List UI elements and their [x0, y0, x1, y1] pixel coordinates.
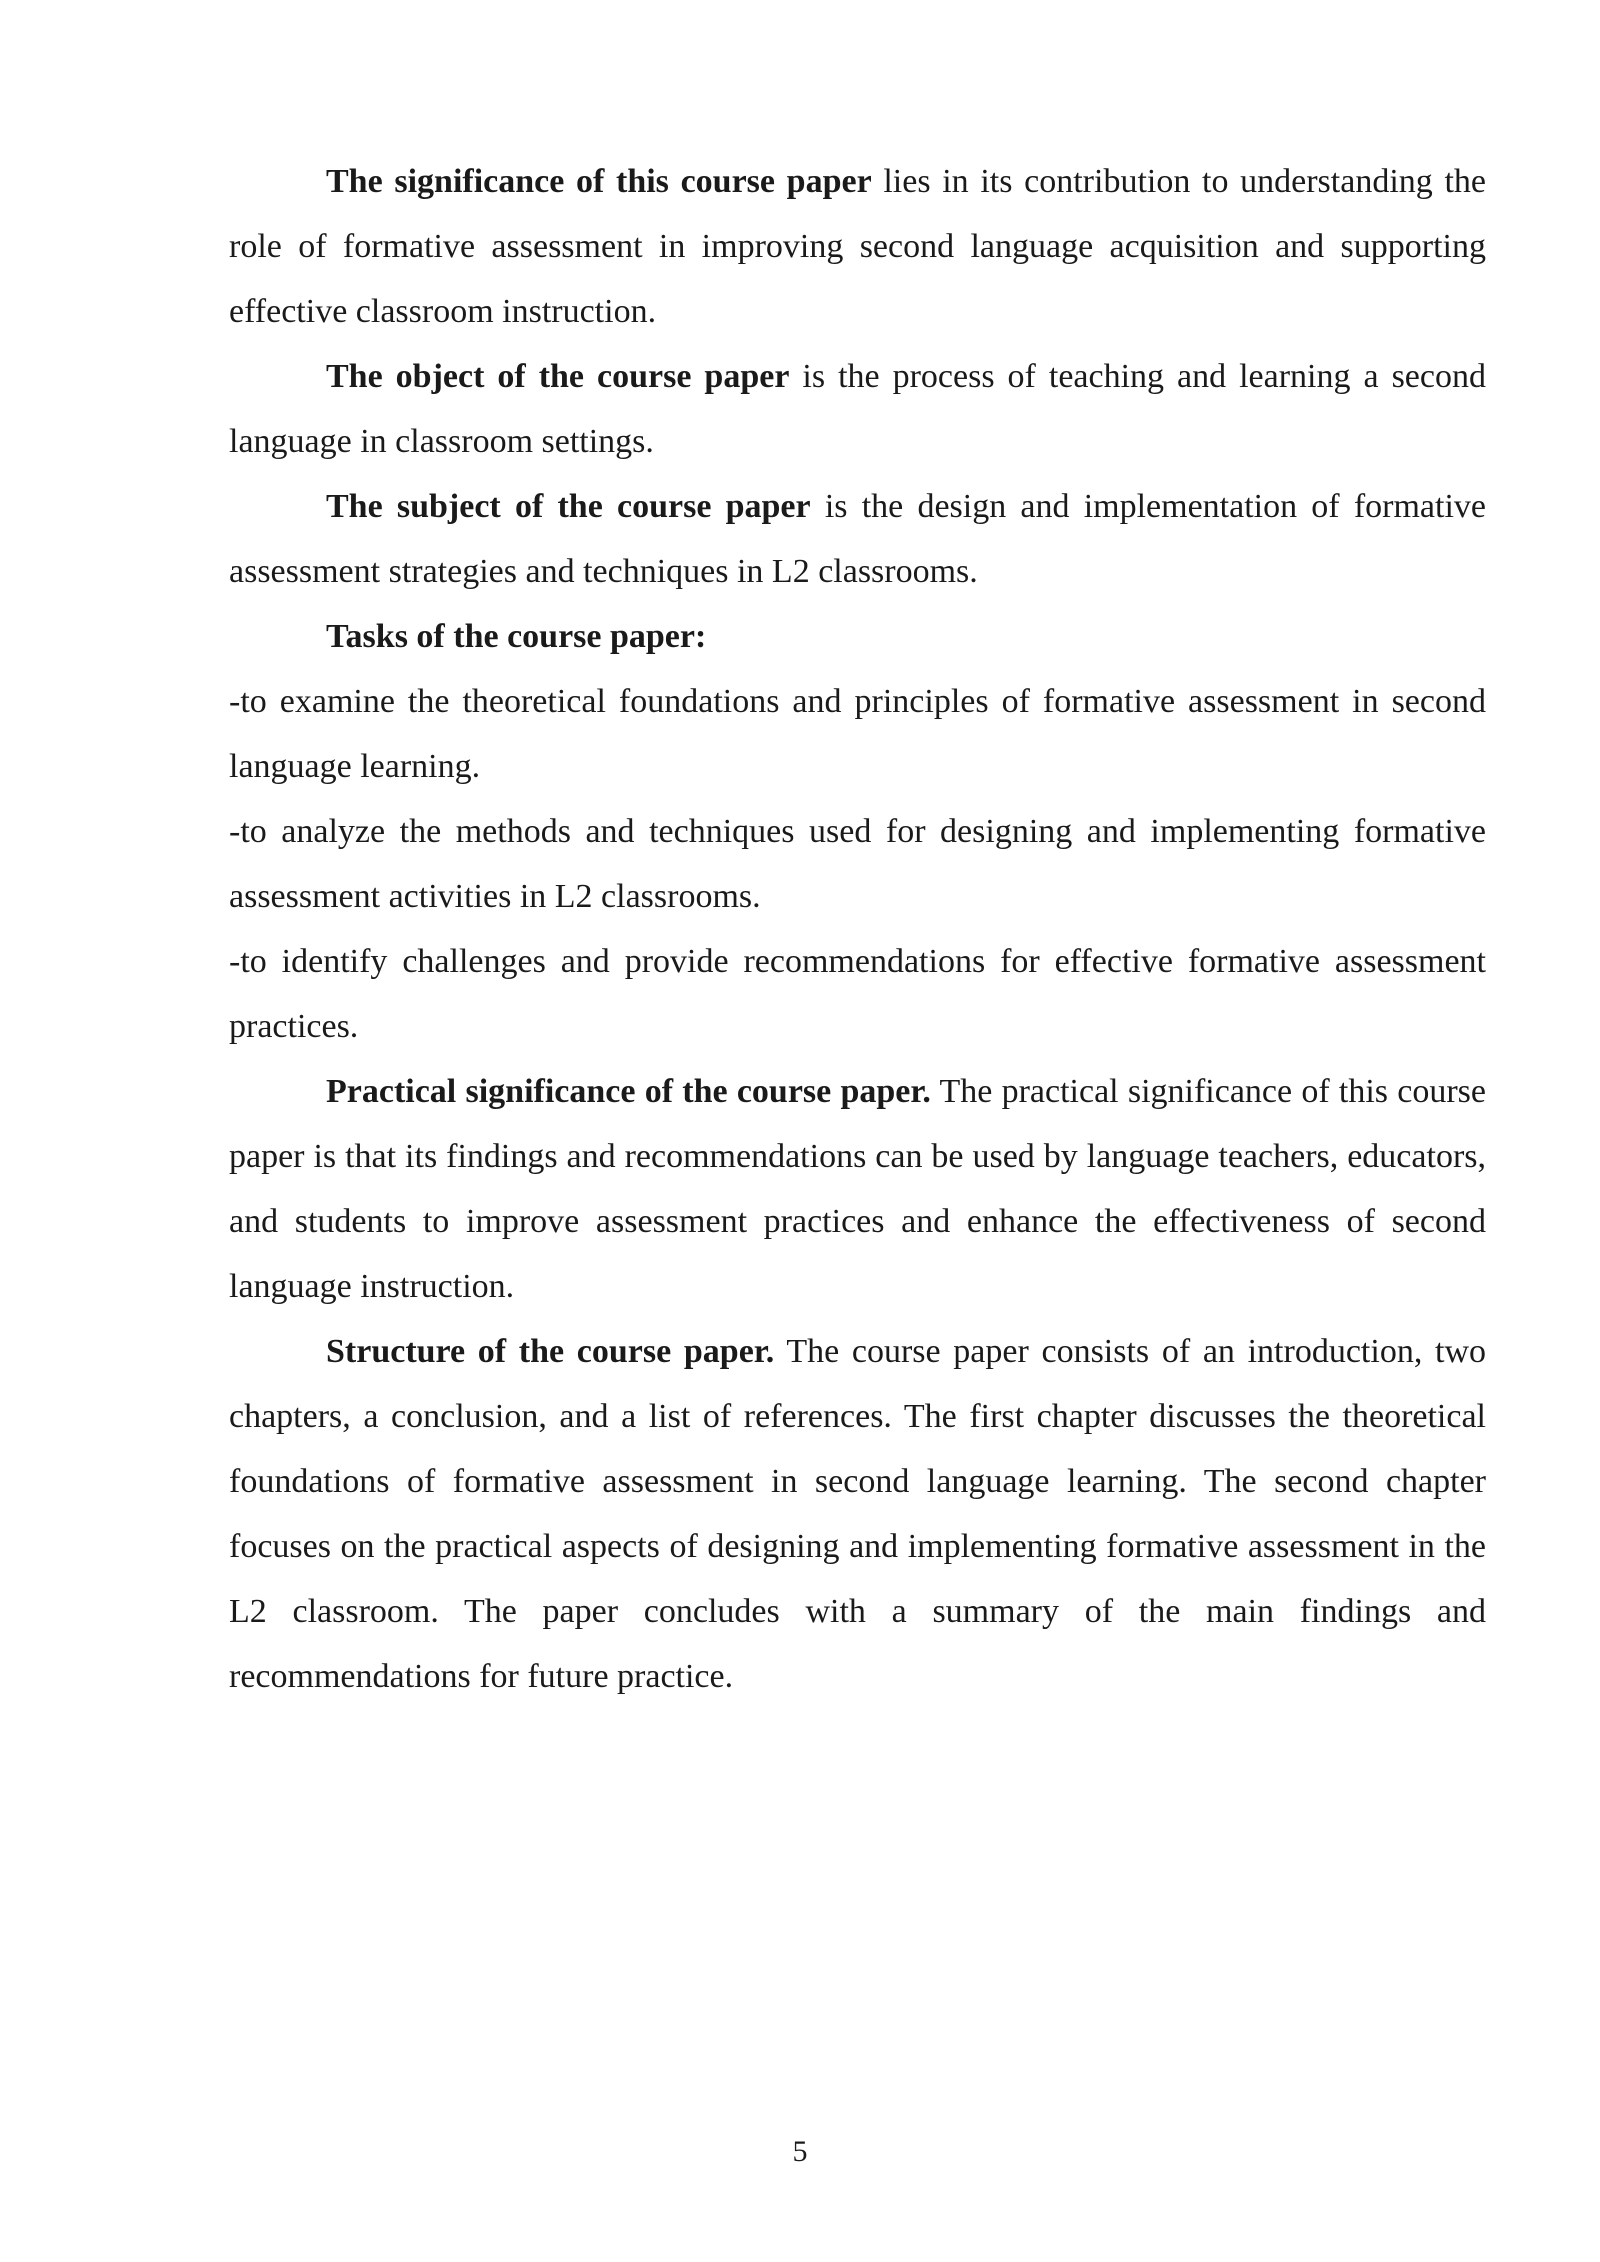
- task-item-2: -to analyze the methods and techniques used for designing and implementing formative assessment activities in L2 classrooms.: [229, 813, 1486, 915]
- paragraph-structure-text: The course paper consists of an introduction, two chapters, a conclusion, and a list of references. The first chapter discusses the theoretical foundations of formative assessment in second language learning. The second chapter focuses on the practical aspects of designing and implementing formative assessment in the L2 classroom. The paper concludes with a summary of the main findings and recommendations for future practice.: [229, 1333, 1486, 1695]
- paragraph-practical-significance: [229, 1059, 1486, 1319]
- paragraph-object-text: is the process of teaching and learning a second language in classroom settings.: [229, 358, 1486, 460]
- paragraph-structure-lead: Structure of the course paper.: [326, 1333, 775, 1370]
- tasks-heading: Tasks of the course paper:: [326, 618, 707, 655]
- paragraph-object-lead: The object of the course paper: [326, 358, 790, 395]
- paragraph-subject: [229, 474, 1486, 604]
- paragraph-practical-text: The practical significance of this course paper is that its findings and recommendations can be used by language teachers, educators, and students to improve assessment practices and enhance the effectiveness of second language instruction.: [229, 1073, 1486, 1305]
- paragraph-subject-lead: The subject of the course paper: [326, 488, 811, 525]
- paragraph-practical-lead: Practical significance of the course paper.: [326, 1073, 931, 1110]
- paragraph-significance-lead: The significance of this course paper: [326, 163, 872, 200]
- paragraph-object: [229, 344, 1486, 474]
- paragraph-significance: [229, 149, 1486, 344]
- page-body: [229, 149, 1486, 1709]
- paragraph-significance-text: lies in its contribution to understanding the role of formative assessment in improving second language acquisition and supporting effective classroom instruction.: [229, 163, 1486, 330]
- page-number: 5: [792, 2135, 808, 2168]
- paragraph-structure: [229, 1319, 1486, 1709]
- task-item-1: -to examine the theoretical foundations and principles of formative assessment in second language learning.: [229, 683, 1486, 785]
- paragraph-subject-text: is the design and implementation of formative assessment strategies and techniques in L2 classrooms.: [229, 488, 1486, 590]
- task-item-3: -to identify challenges and provide recommendations for effective formative assessment practices.: [229, 943, 1486, 1045]
